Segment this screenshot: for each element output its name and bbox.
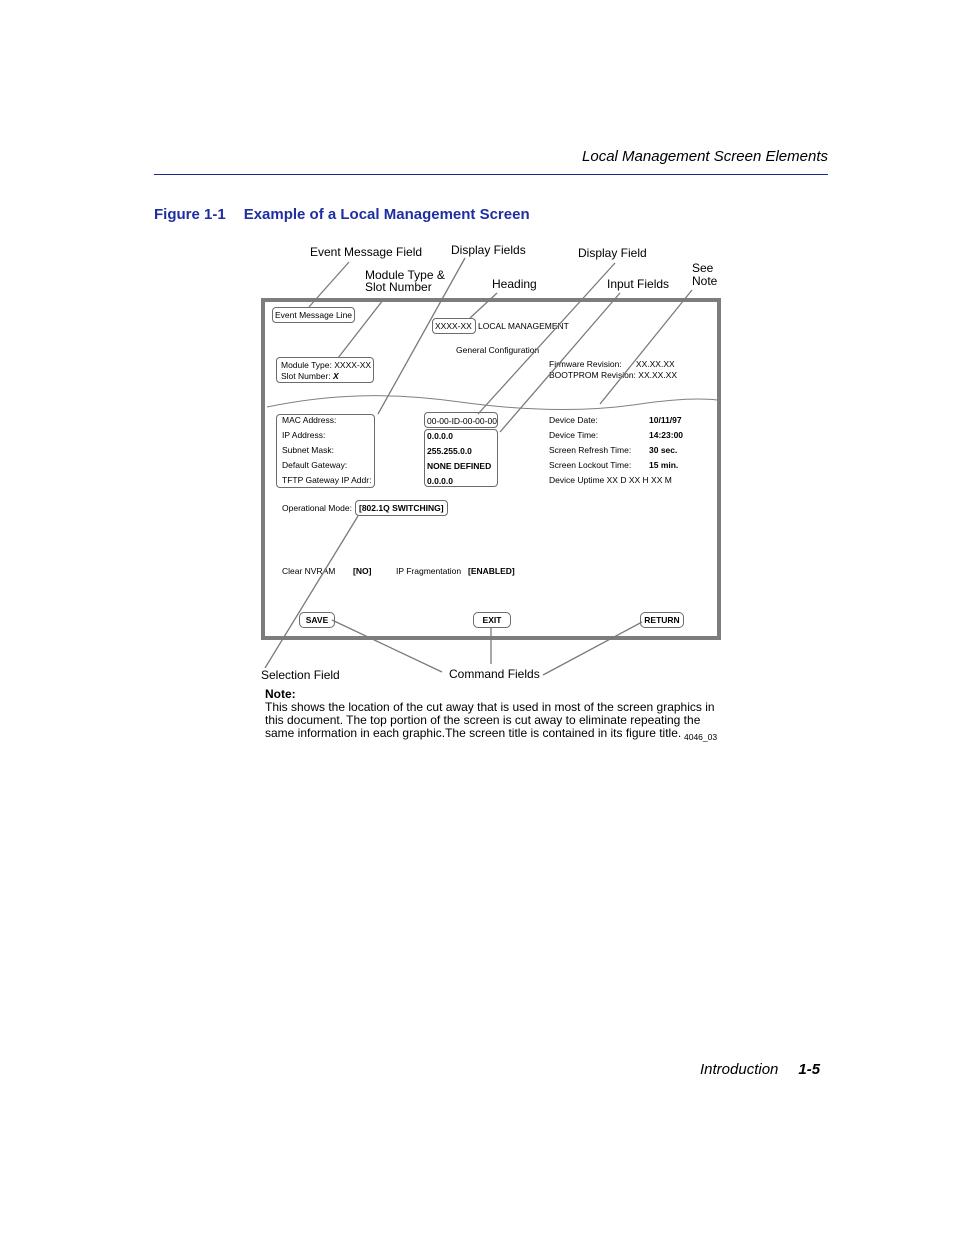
callout-command-fields: Command Fields [449,667,540,681]
note-text: This shows the location of the cut away that is used in most of the screen graphics in this document. The top portion of the screen is cut away to eliminate repeating the same information in each graphic.The screen title is contained in its figure title. [265,700,715,740]
ip-fragmentation-selection[interactable]: [ENABLED] [468,566,515,576]
screen-lockout-value: 15 min. [649,460,679,470]
callout-event-message-field: Event Message Field [310,245,423,259]
label-subnet-mask: Subnet Mask: [282,445,334,455]
device-time-value: 14:23:00 [649,430,684,440]
label-screen-refresh-time: Screen Refresh Time: [549,445,632,455]
default-gateway-input[interactable]: NONE DEFINED [427,461,492,471]
save-button[interactable]: SAVE [299,612,335,628]
exit-button[interactable]: EXIT [473,612,511,628]
callout-see-note-line2: Note [692,274,718,288]
figure-title [154,206,530,223]
footer-section: Introduction [700,1061,779,1078]
firmware-revision-value: XX.XX.XX [635,359,675,369]
mac-address-value: 00-00-ID-00-00-00 [427,416,497,426]
figure-id: 4046_03 [684,732,718,742]
event-message-line: Event Message Line [275,310,353,320]
label-ip-address: IP Address: [282,430,326,440]
callout-selection-field: Selection Field [261,668,340,682]
page-footer [700,1061,820,1078]
callout-display-field: Display Field [578,246,647,260]
label-device-date: Device Date: [549,415,598,425]
figure-number: Figure 1-1 [154,206,226,223]
label-mac-address: MAC Address: [282,415,337,425]
callout-see-note-line1: See [692,261,714,275]
clear-nvram-selection[interactable]: [NO] [353,566,372,576]
operational-mode-selection[interactable]: [802.1Q SWITCHING] [359,503,444,513]
label-operational-mode: Operational Mode: [282,503,352,513]
callout-heading: Heading [492,277,537,291]
slot-number-value: X [332,371,339,381]
device-date-value: 10/11/97 [649,415,682,425]
subnet-mask-input[interactable]: 255.255.0.0 [427,446,472,456]
figure-caption: Example of a Local Management Screen [243,206,530,223]
device-uptime: Device Uptime XX D XX H XX M [549,475,672,485]
figure-note [265,688,725,740]
callout-input-fields: Input Fields [607,277,670,291]
slot-number-label: Slot Number: [281,371,331,381]
page-number: 1-5 [798,1061,821,1078]
callout-module-type-line2: Slot Number [365,280,432,294]
header-rule [154,174,828,175]
slot-number [281,371,339,381]
running-head: Local Management Screen Elements [582,148,828,165]
ip-address-input[interactable]: 0.0.0.0 [427,431,453,441]
bootprom-revision-label: BOOTPROM Revision: [549,370,636,380]
module-type: Module Type: XXXX-XX [281,360,372,370]
local-management-screen [261,298,721,640]
bootprom-revision-value: XX.XX.XX [638,370,678,380]
firmware-revision [549,359,675,369]
note-label: Note: [265,687,296,701]
label-tftp-gateway: TFTP Gateway IP Addr: [282,475,372,485]
tftp-gateway-input[interactable]: 0.0.0.0 [427,476,453,486]
label-default-gateway: Default Gateway: [282,460,348,470]
label-clear-nvram: Clear NVRAM [282,566,336,576]
heading-code: XXXX-XX [435,321,472,331]
callout-module-type-line1: Module Type & [365,268,445,282]
label-ip-fragmentation: IP Fragmentation [396,566,462,576]
bootprom-revision [549,370,677,380]
label-screen-lockout-time: Screen Lockout Time: [549,460,632,470]
return-button[interactable]: RETURN [640,612,684,628]
firmware-revision-label: Firmware Revision: [549,359,622,369]
heading-title: LOCAL MANAGEMENT [478,321,569,331]
screen-refresh-value: 30 sec. [649,445,678,455]
screen-subheading: General Configuration [456,345,540,355]
label-device-time: Device Time: [549,430,599,440]
callout-display-fields: Display Fields [451,243,526,257]
